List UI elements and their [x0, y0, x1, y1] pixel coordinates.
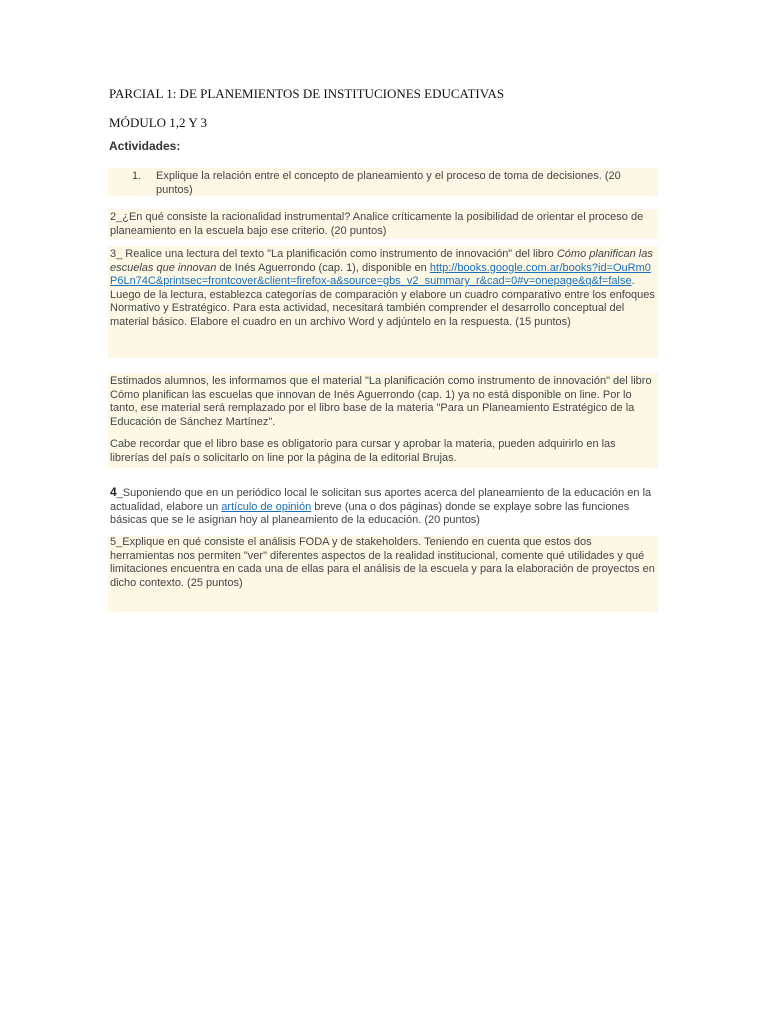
question-5-text: 5_Explique en qué consiste el análisis FODA y de stakeholders. Teniendo en cuenta que estos dos herramientas nos permiten "ver" diferentes aspectos de la realidad institucional, comente qué utilidades y qué limitaciones encuentra en cada una de ellas para el análisis de la escuela y para la elaboración de proyectos en dicho contexto. (25 puntos) [110, 536, 655, 589]
question-2 [108, 209, 658, 239]
question-3-part3: . Luego de la lectura, establezca categorías de comparación y elabore un cuadro comparativo entre los enfoques Normativo y Estratégico. Para esta actividad, necesitará también comprender el desarrollo conceptual del material básico. Elabore el cuadro en un archivo Word y adjúntelo en la respuesta. (15 puntos) [110, 275, 655, 328]
question-3-part2: de Inés Aguerrondo (cap. 1), disponible en [216, 261, 430, 274]
question-4-text [110, 486, 656, 528]
question-3 [108, 246, 658, 358]
notice-box [108, 373, 658, 468]
notice-paragraph-2: Cabe recordar que el libro base es obligatorio para cursar y aprobar la materia, pueden adquirirlo en las librerías del país o solicitarlo on line por la página de la editorial Brujas. [110, 438, 616, 464]
question-3-part1: 3_ Realice una lectura del texto "La planificación como instrumento de innovación" del libro [110, 248, 557, 260]
question-4-part1: _Suponiendo que en un periódico local le solicitan sus aportes acerca del planeamiento de la educación en la actualidad, elabore un [110, 487, 652, 513]
module-heading: MÓDULO 1,2 Y 3 [109, 115, 207, 130]
question-4-number: 4 [110, 485, 117, 499]
question-2-text: 2_¿En qué consiste la racionalidad instrumental? Analice críticamente la posibilidad de orientar el proceso de planeamiento en la escuela bajo ese criterio. (20 puntos) [110, 211, 644, 237]
question-3-book-title: Cómo planifican las escuelas que innovan [110, 248, 653, 274]
question-1 [108, 168, 658, 196]
question-4-part2: breve (una o dos páginas) donde se explaye sobre las funciones básicas que se le asignan hoy al planeamiento de la educación. (20 puntos) [110, 500, 630, 526]
notice-paragraph-1: Estimados alumnos, les informamos que el material "La planificación como instrumento de innovación" del libro Cómo planifican las escuelas que innovan de Inés Aguerrondo (cap. 1) ya no está disponible on line. Por lo tanto, ese material será remplazado por el libro base de la materia "Para un Planeamiento Estratégico de la Educación de Sánchez Martínez". [110, 375, 652, 428]
opinion-article-link[interactable]: artículo de opinión [221, 500, 312, 513]
question-5 [108, 536, 658, 612]
question-1-number: 1. [132, 170, 142, 182]
google-books-link[interactable]: http://books.google.com.ar/books?id=OuRm0P6Ln74C&printsec=frontcover&client=firefox-a&source=gbs_v2_summary_r&cad=0#v=onepage&q&f=false [110, 261, 651, 287]
document-title: PARCIAL 1: DE PLANEMIENTOS DE INSTITUCIONES EDUCATIVAS [109, 86, 505, 101]
question-3-text [110, 248, 656, 329]
question-4 [108, 486, 658, 528]
activities-heading: Actividades: [109, 139, 181, 153]
question-1-text: Explique la relación entre el concepto de planeamiento y el proceso de toma de decisiones. (20 puntos) [156, 170, 621, 196]
